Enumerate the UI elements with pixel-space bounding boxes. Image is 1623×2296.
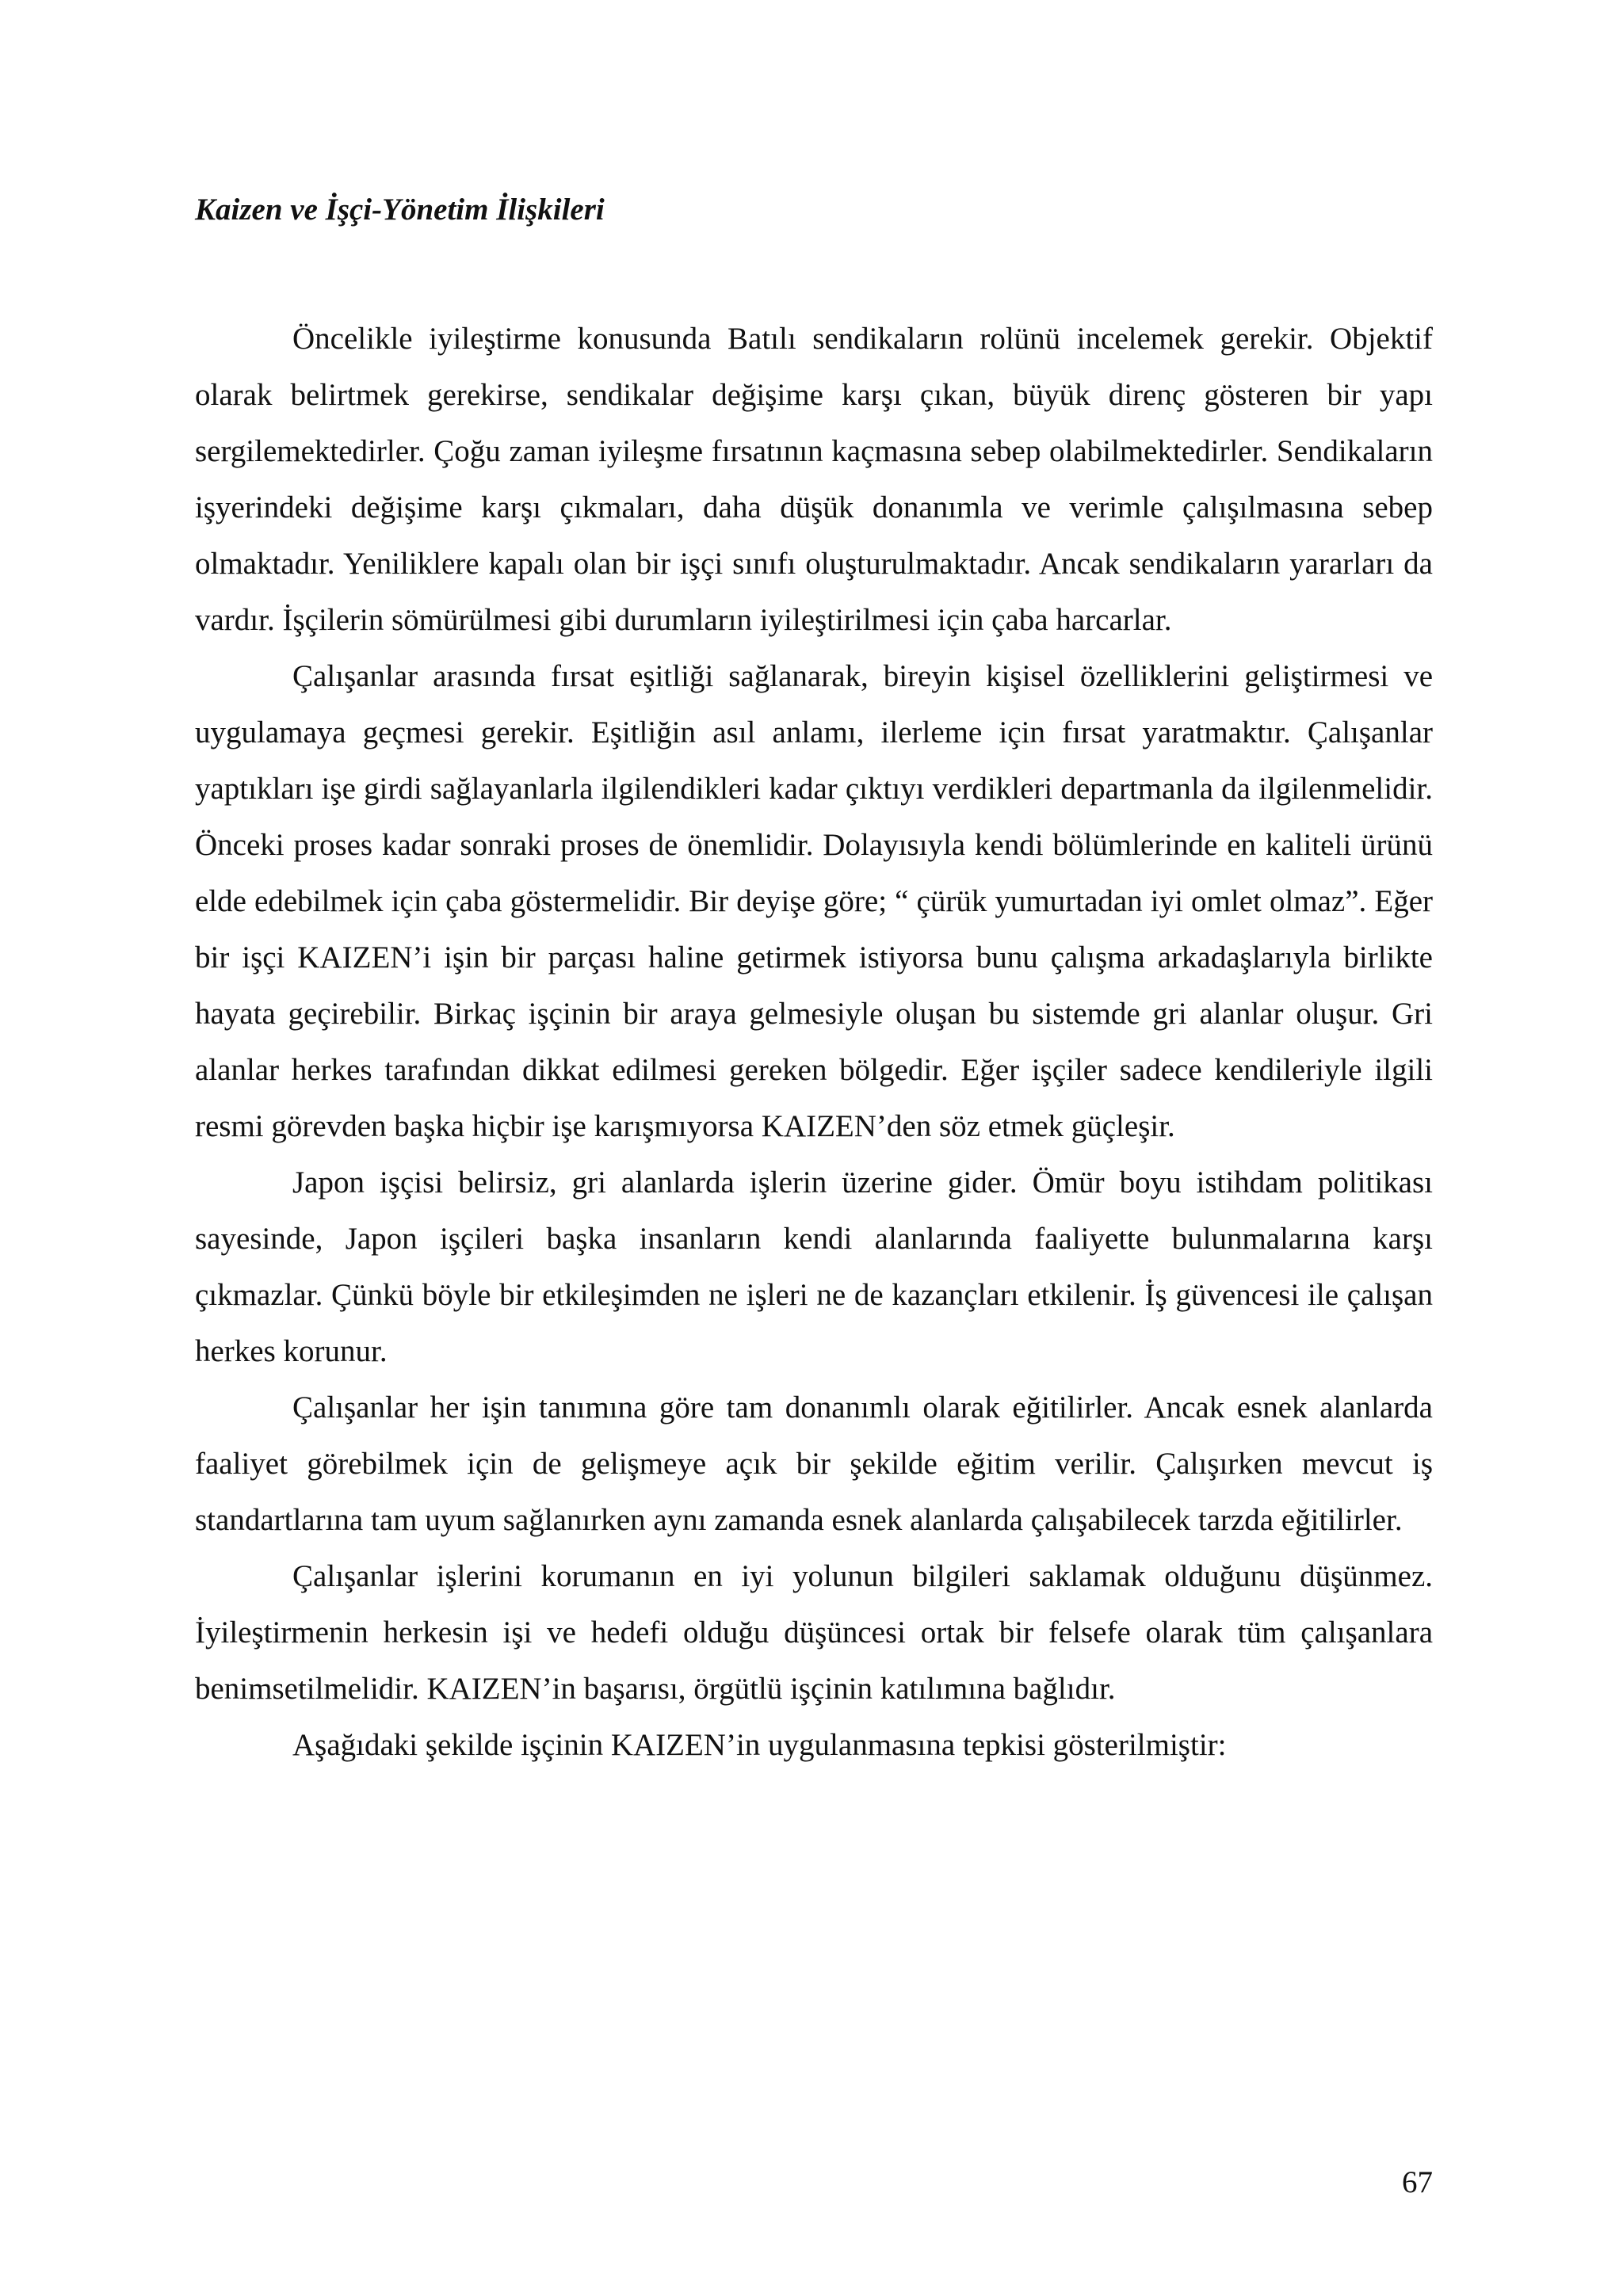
- body-text: [195, 311, 1433, 1773]
- paragraph-training: Çalışanlar her işin tanımına göre tam donanımlı olarak eğitilirler. Ancak esnek alanlarda faaliyet görebilmek için de gelişmeye açık bir şekilde eğitim verilir. Çalışırken mevcut iş standartlarına tam uyum sağlanırken aynı zamanda esnek alanlarda çalışabilecek tarzda eğitilirler.: [195, 1390, 1433, 1537]
- paragraph-unions: Öncelikle iyileştirme konusunda Batılı sendikaların rolünü incelemek gerekir. Objektif olarak belirtmek gerekirse, sendikalar değişime karşı çıkan, büyük direnç gösteren bir yapı sergilemektedirler. Çoğu zaman iyileşme fırsatının kaçmasına sebep olabilmektedirler. Sendikaların işyerindeki değişime karşı çıkmaları, daha düşük donanımla ve verimle çalışılmasına sebep olmaktadır. Yeniliklere kapalı olan bir işçi sınıfı oluşturulmaktadır. Ancak sendikaların yararları da vardır. İşçilerin sömürülmesi gibi durumların iyileştirilmesi için çaba harcarlar.: [195, 322, 1433, 637]
- page-number: 67: [1402, 2165, 1433, 2199]
- paragraph-japanese-worker: Japon işçisi belirsiz, gri alanlarda işlerin üzerine gider. Ömür boyu istihdam politikası sayesinde, Japon işçileri başka insanların kendi alanlarında faaliyette bulunmalarına karşı çıkmazlar. Çünkü böyle bir etkileşimden ne işleri ne de kazançları etkilenir. İş güvencesi ile çalışan herkes korunur.: [195, 1165, 1433, 1368]
- paragraph-knowledge-sharing: Çalışanlar işlerini korumanın en iyi yolunun bilgileri saklamak olduğunu düşünmez. İyileştirmenin herkesin işi ve hedefi olduğu düşüncesi ortak bir felsefe olarak tüm çalışanlara benimsetilmelidir. KAIZEN’in başarısı, örgütlü işçinin katılımına bağlıdır.: [195, 1559, 1433, 1706]
- section-heading: Kaizen ve İşçi-Yönetim İlişkileri: [195, 193, 605, 227]
- paragraph-equal-opportunity: Çalışanlar arasında fırsat eşitliği sağlanarak, bireyin kişisel özelliklerini geliştirmesi ve uygulamaya geçmesi gerekir. Eşitliğin asıl anlamı, ilerleme için fırsat yaratmaktır. Çalışanlar yaptıkları işe girdi sağlayanlarla ilgilendikleri kadar çıktıyı verdikleri departmanla da ilgilenmelidir. Önceki proses kadar sonraki proses de önemlidir. Dolayısıyla kendi bölümlerinde en kaliteli ürünü elde edebilmek için çaba göstermelidir. Bir deyişe göre; “ çürük yumurtadan iyi omlet olmaz”. Eğer bir işçi KAIZEN’i işin bir parçası haline getirmek istiyorsa bunu çalışma arkadaşlarıyla birlikte hayata geçirebilir. Birkaç işçinin bir araya gelmesiyle oluşan bu sistemde gri alanlar oluşur. Gri alanlar herkes tarafından dikkat edilmesi gereken bölgedir. Eğer işçiler sadece kendileriyle ilgili resmi görevden başka hiçbir işe karışmıyorsa KAIZEN’den söz etmek güçleşir.: [195, 659, 1433, 1143]
- paragraph-figure-intro: Aşağıdaki şekilde işçinin KAIZEN’in uygulanmasına tepkisi gösterilmiştir:: [292, 1728, 1227, 1762]
